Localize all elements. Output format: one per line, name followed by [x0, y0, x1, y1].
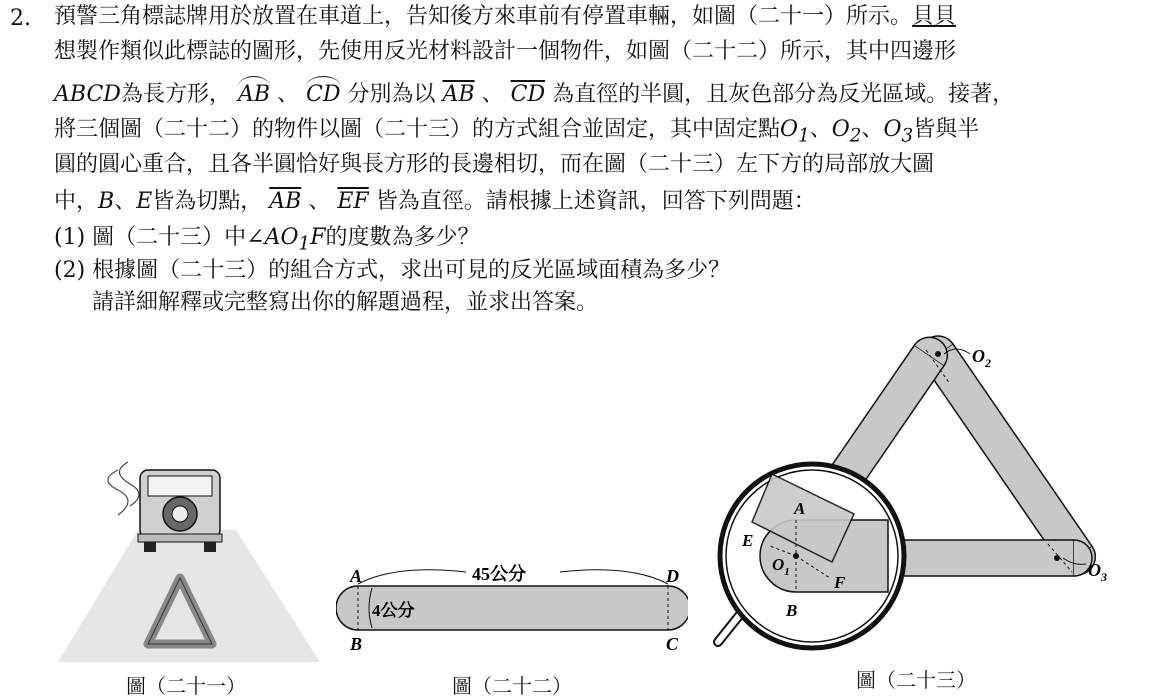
arc-cd: CD — [306, 82, 341, 107]
person-name: 貝貝 — [912, 4, 957, 29]
length-bracket-right — [560, 570, 668, 584]
question-line-6: 中，B、E皆為切點， $\overline{AB}$ 、 $\overline{EF}$ 皆為直徑。請根據上述資訊，回答下列問題： — [54, 189, 816, 214]
question-line-2: 想製作類似此標誌的圖形，先使用反光材料設計一個物件，如圖（二十二）所示，其中四邊形 — [54, 39, 957, 64]
figure-21-illustration — [58, 450, 320, 668]
arc-ab: AB — [237, 82, 271, 107]
label-c: C — [666, 634, 679, 654]
point-o2: $O_2$ — [831, 117, 862, 147]
segment-ab-2: $\overline{AB}$ — [269, 189, 302, 214]
label-f: F — [834, 573, 846, 592]
length-bracket-left — [358, 570, 466, 584]
segment-cd: $\overline{CD}$ — [510, 82, 546, 107]
center-o1 — [793, 553, 799, 559]
sub-question-2: (2) 根據圖（二十三）的組合方式，求出可見的反光區域面積為多少？ — [54, 258, 731, 283]
exhaust-smoke — [108, 470, 128, 515]
truck-icon — [138, 470, 222, 552]
width-label: 4公分 — [372, 601, 415, 620]
sub-question-1: (1) 圖（二十三）中$\angle AO_1F$的度數為多少？ — [54, 225, 480, 255]
figure-21-caption: 圖（二十一） — [126, 674, 246, 698]
label-a: A — [794, 499, 806, 518]
label-e: E — [742, 531, 754, 550]
figure-22-diagram — [336, 560, 688, 656]
question-line-4: 將三個圖（二十二）的物件以圖（二十三）的方式組合並固定，其中固定點$O_1$、$O_2$、$O_3$皆與半 — [54, 117, 980, 147]
figure-22-caption: 圖（二十二） — [452, 674, 572, 698]
length-label: 45公分 — [472, 564, 526, 584]
question-line-5: 圓的圓心重合，且各半圓恰好與長方形的長邊相切，而在圖（二十三）左下方的局部放大圖 — [54, 152, 935, 177]
figure-23-diagram — [712, 332, 1142, 662]
label-o1: $O_1$ — [772, 555, 790, 578]
segment-ab: $\overline{AB}$ — [442, 82, 475, 107]
instruction-line: 請詳細解釋或完整寫出你的解題過程，並求出答案。 — [92, 290, 599, 315]
figure-23-caption: 圖（二十三） — [856, 668, 976, 692]
question-line-3: ABCD為長方形， AB 、 CD 分別為以 $\overline{AB}$ 、 $\overline{CD}$ 為直徑的半圓，且灰色部分為反光區域。接著， — [54, 82, 1015, 107]
label-a: A — [350, 566, 363, 586]
question-number: 2. — [10, 6, 31, 31]
pivot-o2 — [935, 351, 941, 357]
question-line-1 — [54, 2, 956, 32]
point-o3: $O_3$ — [883, 117, 914, 147]
pivot-o3 — [1054, 555, 1060, 561]
quad-abcd: ABCD — [54, 82, 121, 107]
label-d: D — [666, 566, 679, 586]
segment-ef: $\overline{EF}$ — [337, 189, 369, 214]
label-b: B — [350, 634, 363, 654]
label-o3: $O_3$ — [1088, 560, 1107, 584]
line1-text: 預警三角標誌牌用於放置在車道上，告知後方來車前有停置車輛，如圖（二十一）所示。 — [54, 4, 913, 29]
label-b: B — [786, 601, 798, 620]
point-o1: $O_1$ — [780, 117, 810, 147]
label-o2: $O_2$ — [972, 346, 991, 370]
